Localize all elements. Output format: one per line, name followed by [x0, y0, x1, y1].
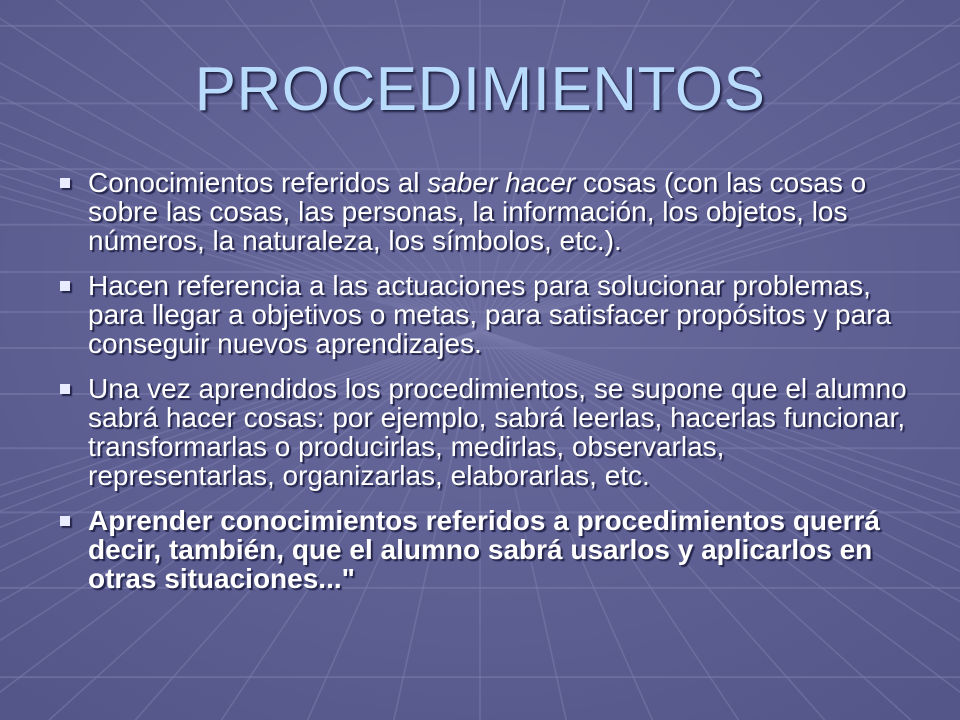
bullet-text-end: cosas (con las cosas o sobre las cosas, las personas, la información, los objetos, los números, la naturaleza, los símbolos, etc.). [88, 167, 867, 256]
bullet-item [58, 374, 908, 490]
bullet-text: Aprender conocimientos referidos a procedimientos querrá decir, también, que el alumno sabrá usarlos y aplicarlos en otras situaciones..." [88, 505, 880, 594]
bullet-emphasis: saber hacer [427, 167, 576, 198]
square-bullet-icon [60, 384, 70, 394]
bullet-list [58, 168, 908, 609]
bullet-item [58, 506, 908, 593]
bullet-item [58, 168, 908, 255]
bullet-item [58, 271, 908, 358]
bullet-text-start: Conocimientos referidos al [88, 167, 428, 198]
square-bullet-icon [60, 178, 70, 188]
bullet-text: Una vez aprendidos los procedimientos, se supone que el alumno sabrá hacer cosas: por ejemplo, sabrá leerlas, hacerlas funcionar, transformarlas o producirlas, medirlas, observarlas, representarlas, organizarlas, elaborarlas, etc. [88, 373, 907, 491]
bullet-text: Hacen referencia a las actuaciones para solucionar problemas, para llegar a objetivos o metas, para satisfacer propósitos y para conseguir nuevos aprendizajes. [88, 270, 892, 359]
square-bullet-icon [60, 281, 70, 291]
slide-title: PROCEDIMIENTOS [194, 55, 766, 124]
square-bullet-icon [60, 516, 70, 526]
